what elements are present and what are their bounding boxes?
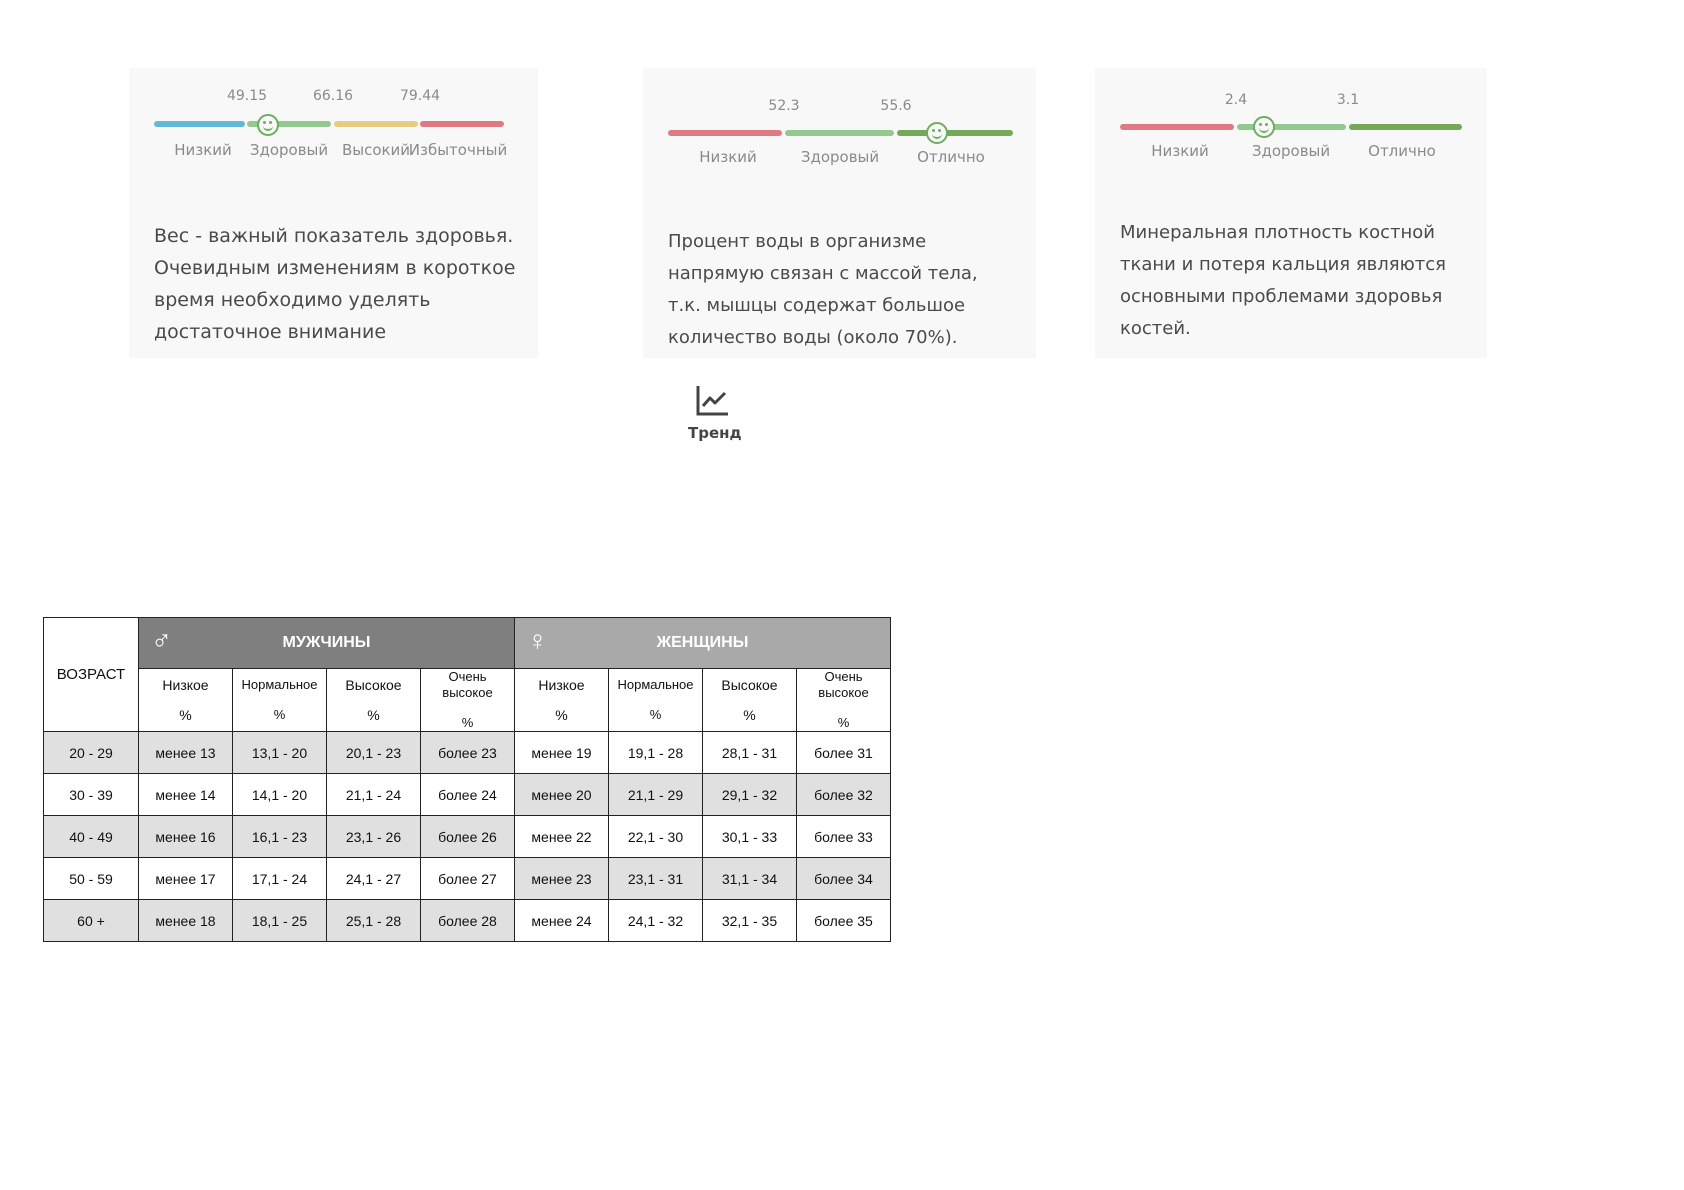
column-header: Очень высокое % <box>421 669 515 732</box>
category-label: Низкий <box>1151 142 1209 160</box>
table-row <box>44 900 891 942</box>
column-header: Очень высокое % <box>797 669 891 732</box>
men-value-cell: более 28 <box>421 900 515 942</box>
column-header: Нормальное % <box>609 669 703 732</box>
women-value-cell: 29,1 - 32 <box>703 774 797 816</box>
female-symbol-icon: ♀ <box>527 625 548 656</box>
weight-card <box>129 68 538 358</box>
scale-segment-healthy <box>785 130 894 136</box>
men-value-cell: более 24 <box>421 774 515 816</box>
women-value-cell: 30,1 - 33 <box>703 816 797 858</box>
smiley-indicator-icon <box>1253 116 1275 138</box>
trend-button[interactable] <box>688 384 742 442</box>
table-row <box>44 732 891 774</box>
age-cell: 60 + <box>44 900 139 942</box>
category-label: Низкий <box>699 148 757 166</box>
men-value-cell: 17,1 - 24 <box>233 858 327 900</box>
column-header: Высокое % <box>327 669 421 732</box>
men-value-cell: 24,1 - 27 <box>327 858 421 900</box>
women-value-cell: 23,1 - 31 <box>609 858 703 900</box>
women-value-cell: 22,1 - 30 <box>609 816 703 858</box>
threshold-value: 2.4 <box>1224 92 1248 108</box>
category-label: Отлично <box>917 148 985 166</box>
smiley-indicator-icon <box>257 114 279 136</box>
women-value-cell: менее 22 <box>515 816 609 858</box>
column-header: Низкое % <box>515 669 609 732</box>
threshold-value: 79.44 <box>399 88 441 104</box>
women-header: ♀ ЖЕНЩИНЫ <box>515 618 891 669</box>
men-value-cell: 18,1 - 25 <box>233 900 327 942</box>
men-value-cell: 25,1 - 28 <box>327 900 421 942</box>
men-header: ♂ МУЖЧИНЫ <box>139 618 515 669</box>
women-value-cell: более 31 <box>797 732 891 774</box>
scale-segment-high <box>334 121 418 127</box>
card-description: Процент воды в организме напрямую связан с массой тела, т.к. мышцы содержат большое количество воды (около 70%). <box>668 231 978 348</box>
men-value-cell: менее 14 <box>139 774 233 816</box>
age-cell: 30 - 39 <box>44 774 139 816</box>
women-value-cell: 32,1 - 35 <box>703 900 797 942</box>
women-value-cell: более 35 <box>797 900 891 942</box>
men-value-cell: более 23 <box>421 732 515 774</box>
women-value-cell: 28,1 - 31 <box>703 732 797 774</box>
men-value-cell: 20,1 - 23 <box>327 732 421 774</box>
category-label: Здоровый <box>800 148 880 166</box>
category-label: Высокий <box>341 141 411 159</box>
table-row <box>44 816 891 858</box>
men-value-cell: менее 17 <box>139 858 233 900</box>
column-header: Высокое % <box>703 669 797 732</box>
trend-label: Тренд <box>688 424 742 442</box>
scale-segment-excellent <box>1349 124 1462 130</box>
men-value-cell: 14,1 - 20 <box>233 774 327 816</box>
age-cell: 20 - 29 <box>44 732 139 774</box>
age-header: ВОЗРАСТ <box>44 618 139 732</box>
threshold-value: 55.6 <box>880 98 912 114</box>
age-cell: 50 - 59 <box>44 858 139 900</box>
scale-segment-low <box>1120 124 1234 130</box>
column-header: Нормальное % <box>233 669 327 732</box>
threshold-value: 52.3 <box>768 98 800 114</box>
category-label: Здоровый <box>1251 142 1331 160</box>
men-value-cell: менее 18 <box>139 900 233 942</box>
category-label: Низкий <box>174 141 232 159</box>
body-fat-table <box>43 617 891 942</box>
men-value-cell: более 27 <box>421 858 515 900</box>
male-symbol-icon: ♂ <box>151 625 172 656</box>
men-value-cell: 21,1 - 24 <box>327 774 421 816</box>
card-description: Вес - важный показатель здоровья. Очевидным изменениям в короткое время необходимо уделять достаточное внимание <box>154 225 516 343</box>
line-chart-icon <box>694 384 730 418</box>
category-label: Избыточный <box>408 141 508 159</box>
card-description: Минеральная плотность костной ткани и потеря кальция являются основными проблемами здоровья костей. <box>1120 222 1446 339</box>
women-value-cell: 21,1 - 29 <box>609 774 703 816</box>
men-value-cell: менее 13 <box>139 732 233 774</box>
women-value-cell: менее 24 <box>515 900 609 942</box>
men-value-cell: 16,1 - 23 <box>233 816 327 858</box>
threshold-value: 49.15 <box>226 88 268 104</box>
bone-card <box>1095 68 1487 358</box>
men-value-cell: менее 16 <box>139 816 233 858</box>
women-value-cell: менее 19 <box>515 732 609 774</box>
women-value-cell: менее 23 <box>515 858 609 900</box>
table-row <box>44 774 891 816</box>
column-header: Низкое % <box>139 669 233 732</box>
men-value-cell: более 26 <box>421 816 515 858</box>
threshold-value: 66.16 <box>312 88 354 104</box>
women-value-cell: менее 20 <box>515 774 609 816</box>
table-row <box>44 858 891 900</box>
scale-segment-low <box>154 121 245 127</box>
women-value-cell: более 34 <box>797 858 891 900</box>
scale-segment-low <box>668 130 782 136</box>
scale-segment-excess <box>420 121 504 127</box>
category-label: Здоровый <box>249 141 329 159</box>
women-value-cell: 31,1 - 34 <box>703 858 797 900</box>
category-label: Отлично <box>1368 142 1436 160</box>
scale-segment-excellent <box>897 130 1013 136</box>
women-value-cell: 24,1 - 32 <box>609 900 703 942</box>
water-card <box>643 68 1036 358</box>
threshold-value: 3.1 <box>1336 92 1360 108</box>
women-value-cell: 19,1 - 28 <box>609 732 703 774</box>
men-value-cell: 13,1 - 20 <box>233 732 327 774</box>
age-cell: 40 - 49 <box>44 816 139 858</box>
smiley-indicator-icon <box>926 122 948 144</box>
women-value-cell: более 33 <box>797 816 891 858</box>
men-value-cell: 23,1 - 26 <box>327 816 421 858</box>
women-value-cell: более 32 <box>797 774 891 816</box>
